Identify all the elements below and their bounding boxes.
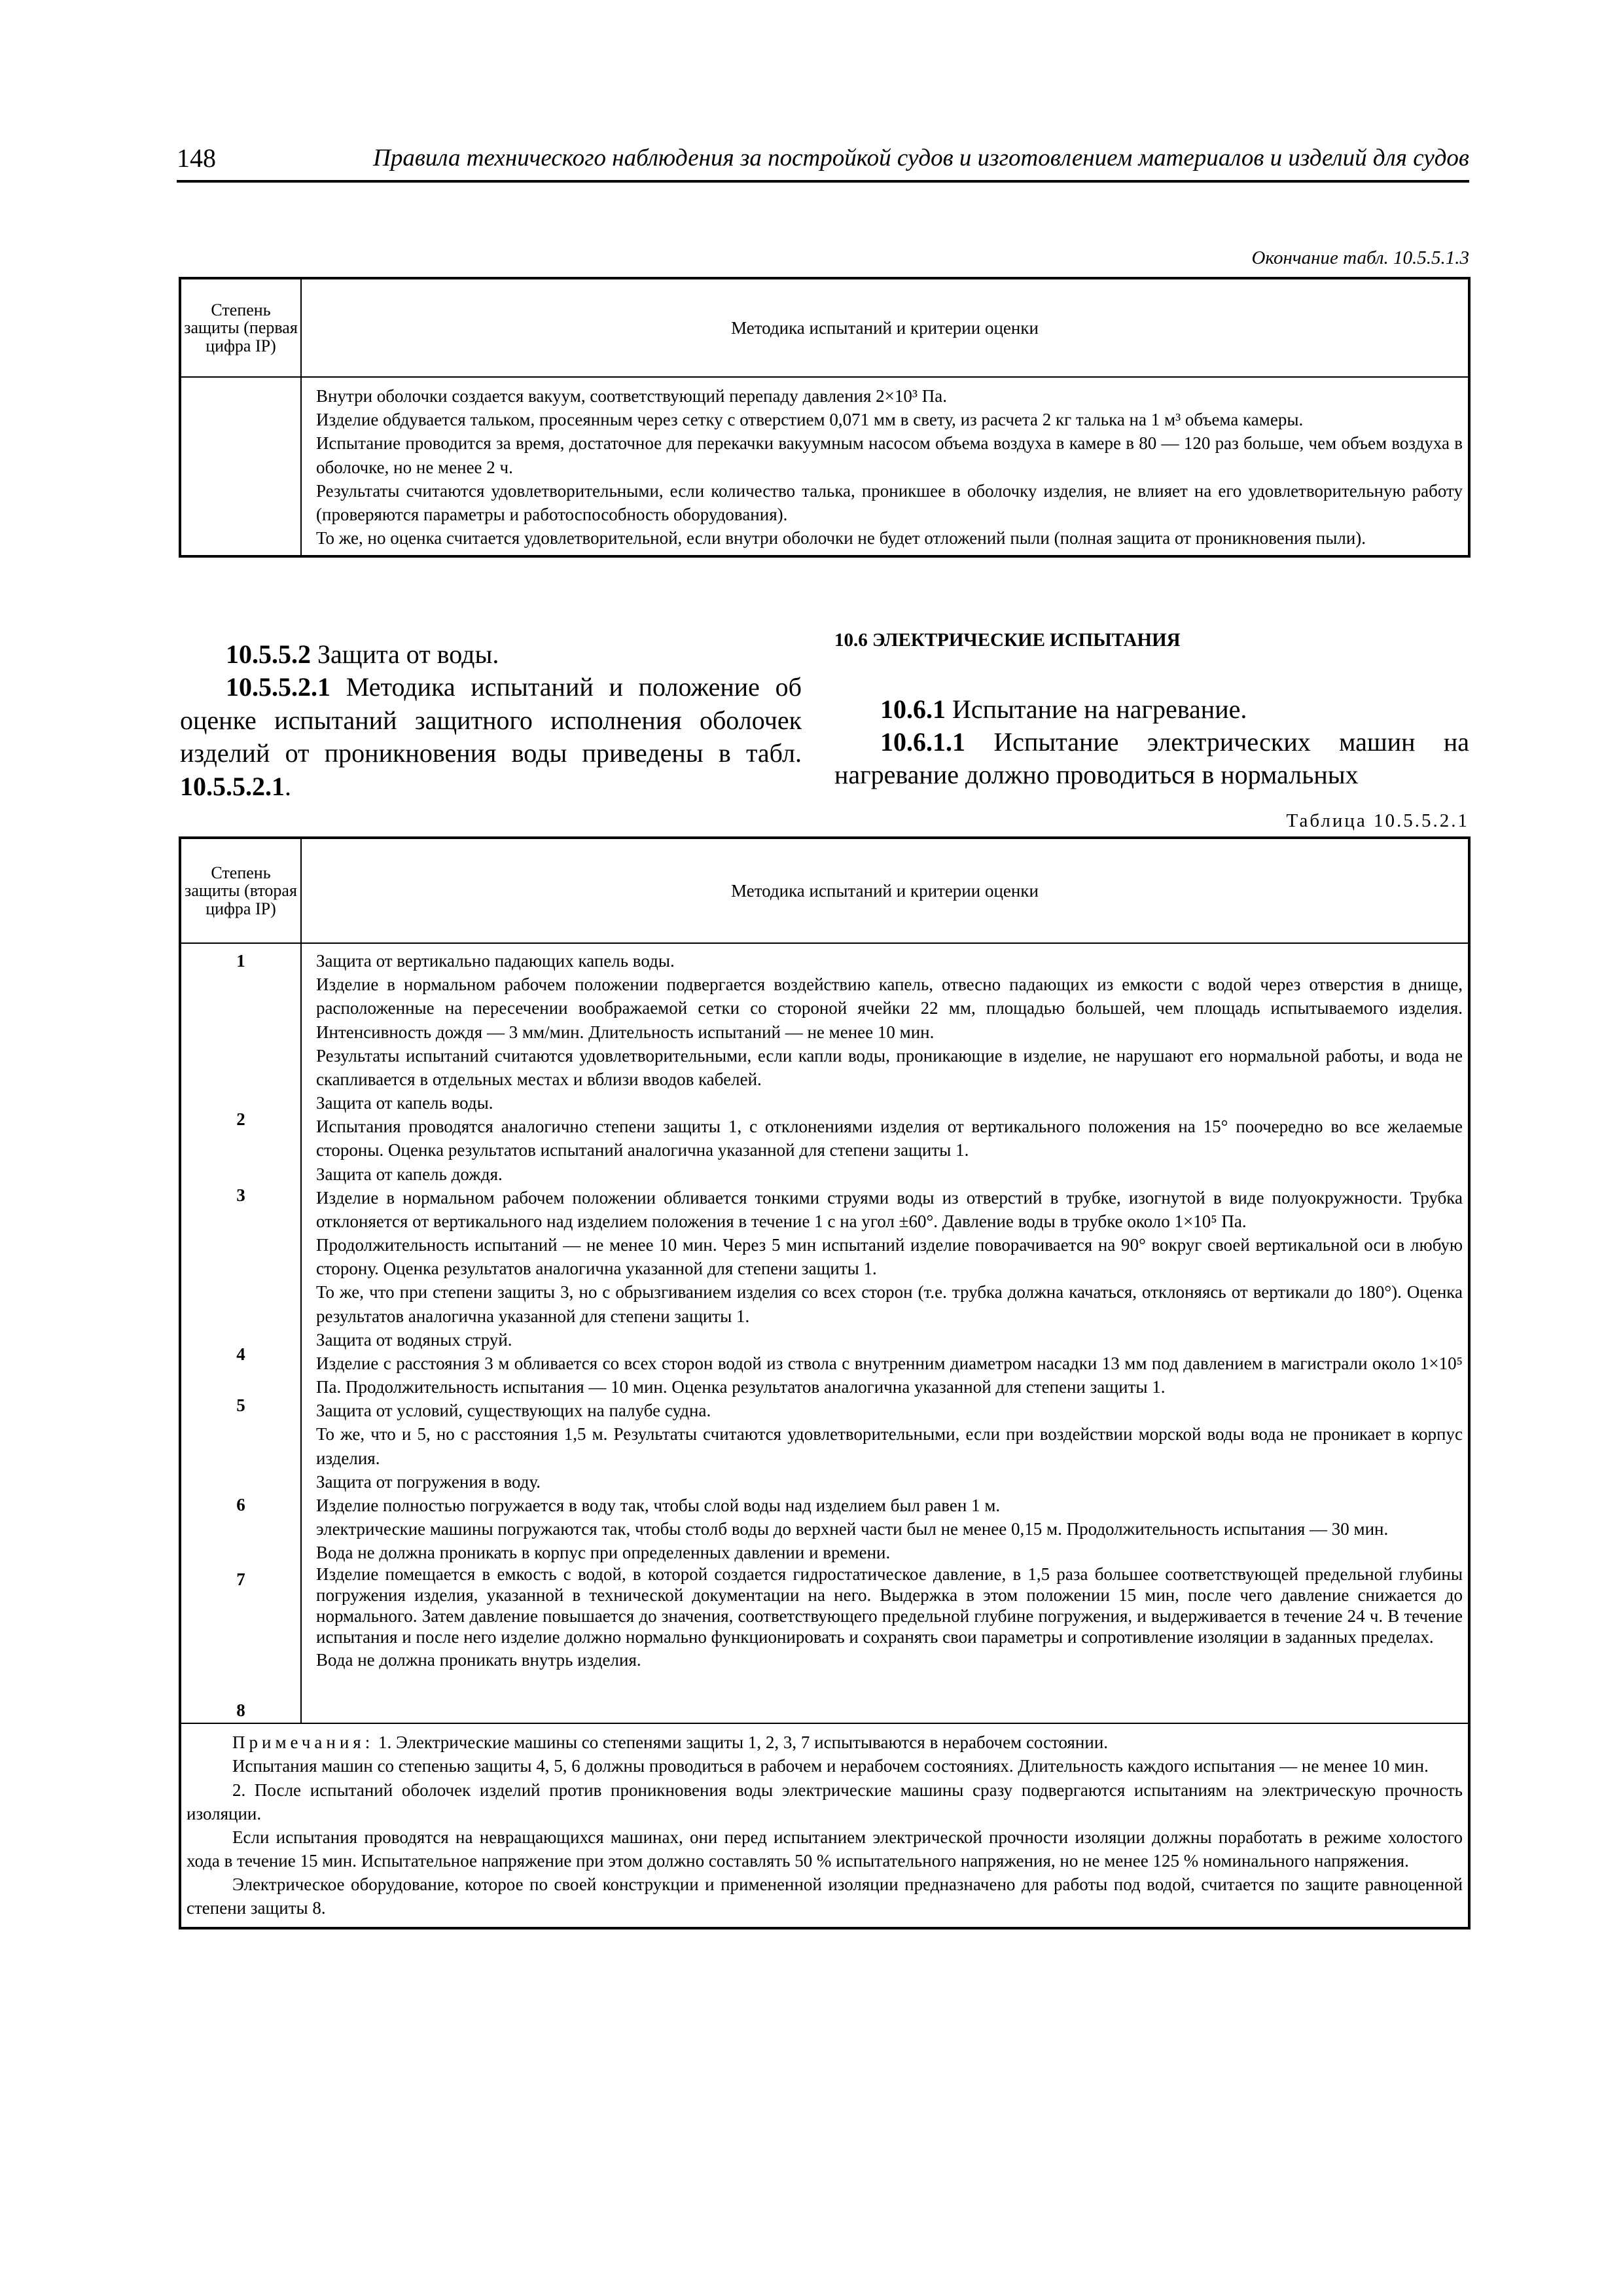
method-line: Результаты испытаний считаются удовлетворительными, если капли воды, проникающие в изделие, не нарушают его нормальной работы, и вода не скапливается в отдельных местах и вблизи вводов кабелей. — [316, 1045, 1463, 1089]
paragraph-10-5-5-2-1 — [180, 671, 802, 803]
clause-number: 10.6.1.1 — [880, 726, 965, 757]
clause-number: 10.5.5.2.1 — [226, 672, 330, 702]
degree-cell — [181, 377, 301, 556]
clause-number: 10.5.5.2 — [226, 639, 311, 669]
running-title: Правила технического наблюдения за постройкой судов и изготовлением материалов и изделий для судов — [373, 145, 1469, 171]
header-rule — [177, 180, 1469, 183]
method-line: Испытание проводится за время, достаточное для перекачки вакуумным насосом объема воздуха в камере в 80 — 120 раз больше, чем объем воздуха в оболочке, но не менее 2 ч. — [316, 433, 1463, 477]
method-line: Изделие обдувается тальком, просеянным через сетку с отверстием 0,071 мм в свету, из расчета 2 кг талька на 1 м³ объема камеры. — [316, 410, 1304, 430]
clause-text: Защита от воды. — [311, 639, 499, 669]
column-header-method: Методика испытаний и критерии оценки — [301, 279, 1469, 377]
table-10-5-5-2-1 — [180, 838, 1469, 1928]
degree-value: 4 — [236, 1344, 245, 1364]
method-line: Результаты считаются удовлетворительными, если количество талька, проникшее в оболочку изделия, не влияет на его удовлетворительную работу (проверяются параметры и работоспособность оборудования). — [316, 480, 1463, 524]
method-line: Продолжительность испытаний — не менее 10 мин. Через 5 мин испытаний изделие поворачивается на 90° вокруг своей вертикальной оси в любую сторону. Оценка результатов аналогична указанной для степени защиты 1. — [316, 1235, 1463, 1279]
column-header-degree: Степень защиты (первая цифра IP) — [181, 279, 301, 377]
method-line: Защита от капель воды. — [316, 1093, 493, 1113]
method-line: Защита от водяных струй. — [316, 1329, 512, 1350]
table-notes — [181, 1723, 1469, 1927]
left-text-column — [180, 638, 802, 803]
page-number: 148 — [177, 143, 216, 173]
method-line: Защита от капель дождя. — [316, 1164, 503, 1184]
clause-text: Испытание электрических машин на нагревание должно проводиться в нормальных — [834, 726, 1469, 790]
note-1 — [187, 1731, 1463, 1754]
paragraph-10-6-1 — [834, 693, 1469, 726]
paragraph-10-6-1-1 — [834, 726, 1469, 792]
method-line: Изделие помещается в емкость с водой, в которой создается гидростатическое давление, в 1,5 раза большее соответствующей предельной глубины погружения изделия, указанной в технической документации на него. Выдержка в этом положении 15 мин, после чего давление снижается до нормального. Затем давление повышается до значения, соответствующего предельной глубине погружения, и выдерживается в течение 24 ч. В течение испытания и после него изделие должно нормально функционировать и сохранять свои параметры и сопротивление изоляции в заданных пределах. — [316, 1564, 1463, 1647]
method-cell — [301, 377, 1469, 556]
degree-cell — [181, 943, 301, 1723]
right-text-column — [834, 628, 1469, 792]
method-line: Вода не должна проникать в корпус при определенных давлении и времени. — [316, 1543, 891, 1563]
clause-text-end: . — [285, 771, 291, 801]
method-line: То же, что и 5, но с расстояния 1,5 м. Результаты считаются удовлетворительными, если при воздействии морской воды вода не проникает в корпус изделия. — [316, 1424, 1463, 1468]
method-line: Защита от вертикально падающих капель воды. — [316, 951, 675, 971]
section-heading: 10.6 ЭЛЕКТРИЧЕСКИЕ ИСПЫТАНИЯ — [834, 630, 1181, 651]
method-line: Изделие с расстояния 3 м обливается со всех сторон водой из ствола с внутренним диаметром насадки 13 мм под давлением в магистрали около 1×10⁵ Па. Продолжительность испытания — 10 мин. Оценка результатов аналогична указанной для степени защиты 1. — [316, 1353, 1463, 1397]
degree-value: 7 — [236, 1570, 245, 1589]
method-line: Изделие в нормальном рабочем положении подвергается воздействию капель, отвесно падающих из емкости с водой через отверстия в днище, расположенные на пересечении воображаемой сетки со стороной ячейки 22 мм, площадью большей, чем площадь испытываемого изделия. Интенсивность дождя — 3 мм/мин. Длительность испытаний — не менее 10 мин. — [316, 975, 1463, 1042]
paragraph-10-5-5-2 — [180, 638, 802, 671]
notes-title: Примечания: — [232, 1732, 374, 1753]
clause-number: 10.6.1 — [880, 694, 946, 724]
method-line: То же, что при степени защиты 3, но с обрызгиванием изделия со всех сторон (т.е. трубка должна качаться, отклоняясь от вертикали до 180°). Оценка результатов аналогична указанной для степени защиты 1. — [316, 1282, 1463, 1326]
method-line: Внутри оболочки создается вакуум, соответствующий перепаду давления 2×10³ Па. — [316, 386, 947, 406]
method-line: Испытания проводятся аналогично степени защиты 1, с отклонениями изделия от вертикального положения на 15° поочередно во все желаемые стороны. Оценка результатов испытаний аналогична указанной для степени защиты 1. — [316, 1117, 1463, 1160]
note-text: Электрическое оборудование, которое по своей конструкции и примененной изоляции предназначено для работы под водой, считается по защите равноценной степени защиты 8. — [187, 1874, 1463, 1918]
table-continuation-label: Окончание табл. 10.5.5.1.3 — [1251, 247, 1469, 268]
method-cell — [301, 943, 1469, 1723]
note-text: Испытания машин со степенью защиты 4, 5, 6 должны проводиться в рабочем и нерабочем состояниях. Длительность каждого испытания — не менее 10 мин. — [232, 1756, 1429, 1776]
clause-text: Испытание на нагревание. — [946, 694, 1247, 724]
degree-value: 3 — [236, 1185, 245, 1205]
degree-value: 2 — [236, 1109, 245, 1129]
method-line: Изделие в нормальном рабочем положении обливается тонкими струями воды из отверстий в трубке, изогнутой в виде полуокружности. Трубка отклоняется от вертикального над изделием положения в течение 1 с на угол ±60°. Давление воды в трубке около 1×10⁵ Па. — [316, 1187, 1463, 1231]
running-header — [177, 143, 1469, 182]
degree-value: 5 — [236, 1395, 245, 1415]
method-line: Защита от условий, существующих на палубе судна. — [316, 1401, 711, 1421]
method-line: Изделие полностью погружается в воду так, чтобы слой воды над изделием был равен 1 м. — [316, 1495, 1001, 1515]
table-number-label: Таблица 10.5.5.2.1 — [1286, 810, 1469, 831]
column-header-method: Методика испытаний и критерии оценки — [301, 838, 1469, 943]
clause-text: Методика испытаний и положение об оценке испытаний защитного исполнения оболочек изделий от проникновения воды приведены в табл. — [180, 672, 802, 768]
column-header-degree: Степень защиты (вторая цифра IP) — [181, 838, 301, 943]
note-text: 1. Электрические машины со степенями защиты 1, 2, 3, 7 испытываются в нерабочем состоянии. — [374, 1732, 1109, 1753]
degree-value: 8 — [236, 1700, 245, 1720]
method-line: Защита от погружения в воду. — [316, 1471, 541, 1492]
method-line: Вода не должна проникать внутрь изделия. — [316, 1649, 641, 1670]
degree-value: 1 — [236, 951, 245, 971]
table-reference: 10.5.5.2.1 — [180, 771, 285, 801]
table-10-5-5-1-3-end — [180, 278, 1469, 556]
note-text: 2. После испытаний оболочек изделий против проникновения воды электрические машины сразу подвергаются испытаниям на электрическую прочность изоляции. — [187, 1780, 1463, 1823]
degree-value: 6 — [236, 1495, 245, 1515]
method-line: То же, но оценка считается удовлетворительной, если внутри оболочки не будет отложений пыли (полная защита от проникновения пыли). — [316, 528, 1366, 548]
method-line: электрические машины погружаются так, чтобы столб воды до верхней части был не менее 0,15 м. Продолжительность испытания — 30 мин. — [316, 1519, 1389, 1539]
note-text: Если испытания проводятся на невращающихся машинах, они перед испытанием электрической прочности изоляции должны поработать в режиме холостого хода в течение 15 мин. Испытательное напряжение при этом должно составлять 50 % испытательного напряжения, но не менее 125 % номинального напряжения. — [187, 1827, 1463, 1871]
